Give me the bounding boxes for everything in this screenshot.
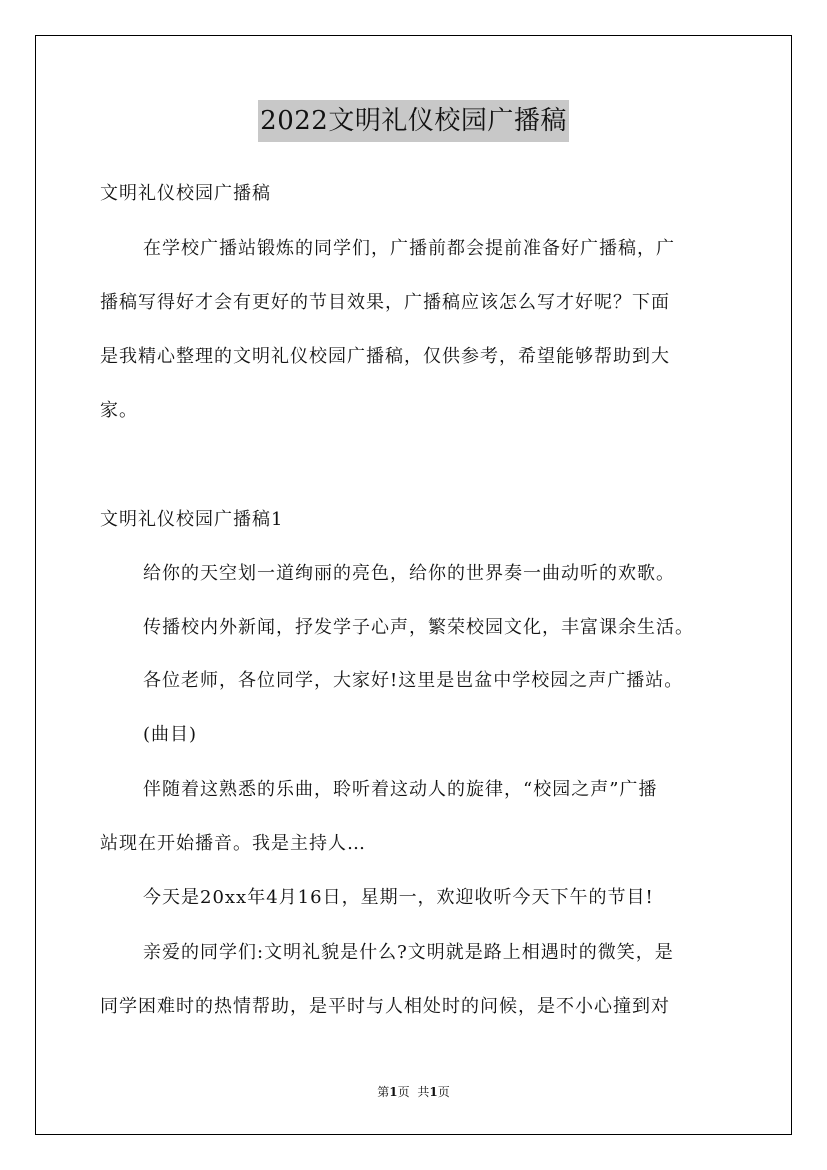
intro-line: 在学校广播站锻炼的同学们，广播前都会提前准备好广播稿，广 xyxy=(143,238,675,259)
body-line: 传播校内外新闻，抒发学子心声，繁荣校园文化，丰富课余生活。 xyxy=(143,617,694,638)
section-heading: 文明礼仪校园广播稿1 xyxy=(100,509,284,530)
page-current: 1 xyxy=(389,1085,398,1099)
page-total: 1 xyxy=(429,1085,438,1099)
body-line: 亲爱的同学们:文明礼貌是什么?文明就是路上相遇时的微笑，是 xyxy=(143,942,674,963)
document-title: 2022文明礼仪校园广播稿 xyxy=(258,100,569,142)
intro-line: 是我精心整理的文明礼仪校园广播稿，仅供参考，希望能够帮助到大 xyxy=(100,346,670,367)
body-line: 伴随着这熟悉的乐曲，聆听着这动人的旋律，“校园之声”广播 xyxy=(143,779,658,800)
body-line: 同学困难时的热情帮助，是平时与人相处时的问候，是不小心撞到对 xyxy=(100,996,670,1017)
total-unit: 页 xyxy=(437,1085,450,1099)
body-line: 站现在开始播音。我是主持人… xyxy=(100,833,366,854)
body-line: 今天是20xx年4月16日，星期一，欢迎收听今天下午的节目! xyxy=(143,887,654,908)
title-wrap xyxy=(0,100,827,142)
body-line: 各位老师，各位同学，大家好!这里是岜盆中学校园之声广播站。 xyxy=(143,670,684,691)
page-prefix: 第 xyxy=(377,1085,390,1099)
intro-line: 家。 xyxy=(100,400,138,421)
intro-line: 播稿写得好才会有更好的节目效果，广播稿应该怎么写才好呢？下面 xyxy=(100,292,670,313)
body-line: (曲目) xyxy=(143,724,198,745)
page-unit: 页 xyxy=(397,1085,410,1099)
total-prefix: 共 xyxy=(417,1085,430,1099)
page-footer xyxy=(0,1084,827,1100)
body-line: 给你的天空划一道绚丽的亮色，给你的世界奏一曲动听的欢歌。 xyxy=(143,563,675,584)
document-subtitle: 文明礼仪校园广播稿 xyxy=(100,183,271,204)
